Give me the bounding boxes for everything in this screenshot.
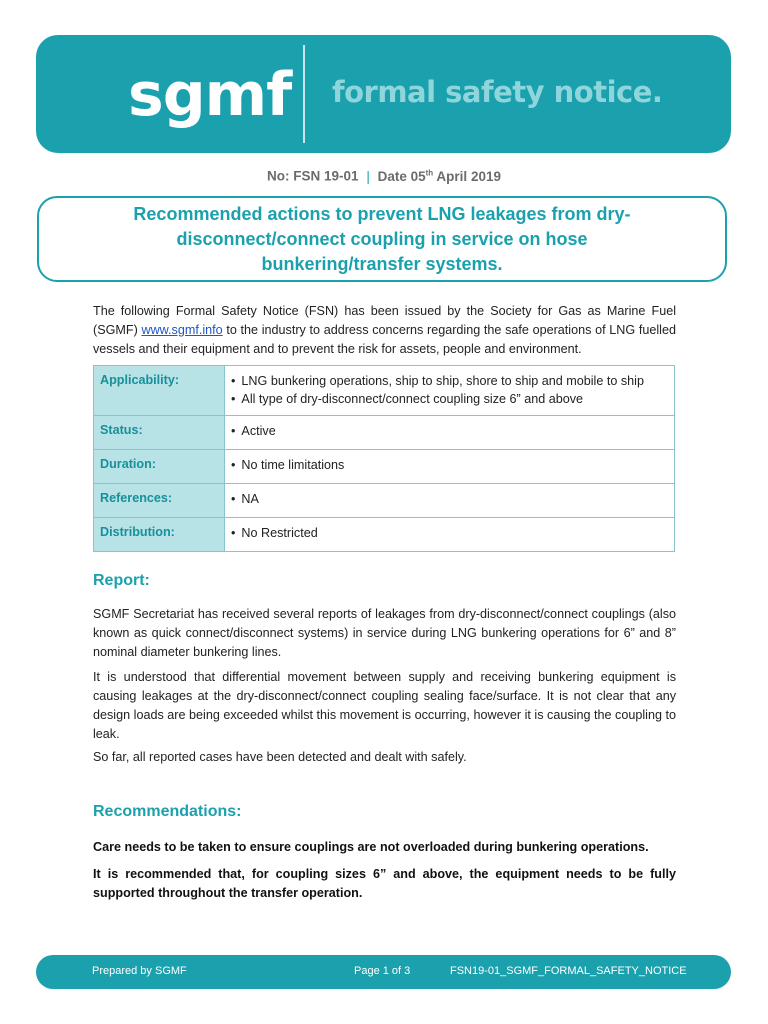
date-prefix: Date 05 <box>377 168 426 184</box>
footer-page-number: Page 1 of 3 <box>354 965 411 977</box>
references-label: References: <box>94 484 225 518</box>
intro-text-start: The following Formal Safety Notice (FSN) has been issued by the Society for Gas as Marine Fuel (SGMF) <box>93 304 676 337</box>
references-value <box>225 484 675 518</box>
table-row-applicability <box>94 366 675 416</box>
report-paragraph: It is understood that differential movement between supply and receiving bunkering equipment is causing leakages at the dry-disconnect/connect coupling sealing face/surface. It is not clear that any design loads are being exceeded whilst this movement is occurring, however it is causing the coupling to leak. <box>93 670 676 741</box>
notice-title-box <box>37 196 727 282</box>
applicability-label: Applicability: <box>94 366 225 416</box>
duration-value <box>225 450 675 484</box>
sgmf-website-link[interactable]: www.sgmf.info <box>141 323 223 337</box>
applicability-value <box>225 366 675 416</box>
status-value <box>225 416 675 450</box>
recommendations-heading: Recommendations: <box>93 803 242 820</box>
table-row-status <box>94 416 675 450</box>
sgmf-logo: sgmf <box>128 60 292 130</box>
duration-item: • No time limitations <box>231 456 668 474</box>
page-footer <box>36 955 731 989</box>
intro-paragraph <box>93 302 676 359</box>
footer-document-id: FSN19-01_SGMF_FORMAL_SAFETY_NOTICE <box>450 965 687 977</box>
report-paragraph: SGMF Secretariat has received several reports of leakages from dry-disconnect/connect couplings (also known as quick connect/disconnect systems) in service during LNG bunkering operations for 6” and 8” nominal diameter bunkering lines. <box>93 607 676 659</box>
table-row-distribution <box>94 518 675 552</box>
header-title: formal safety notice. <box>332 75 663 109</box>
recommendation-paragraph: It is recommended that, for coupling sizes 6” and above, the equipment needs to be fully supported throughout the transfer operation. <box>93 867 676 900</box>
footer-prepared-by: Prepared by SGMF <box>92 965 187 977</box>
meta-separator: | <box>366 168 370 184</box>
applicability-item: • LNG bunkering operations, ship to ship, shore to ship and mobile to ship <box>231 372 668 390</box>
duration-label: Duration: <box>94 450 225 484</box>
status-item: • Active <box>231 422 668 440</box>
table-row-references <box>94 484 675 518</box>
header-banner <box>36 35 731 153</box>
recommendation-paragraph: Care needs to be taken to ensure couplings are not overloaded during bunkering operations. <box>93 840 649 854</box>
table-row-duration <box>94 450 675 484</box>
notice-info-table <box>93 365 675 552</box>
distribution-label: Distribution: <box>94 518 225 552</box>
report-heading: Report: <box>93 572 150 589</box>
header-divider <box>303 45 305 143</box>
distribution-value <box>225 518 675 552</box>
applicability-item: • All type of dry-disconnect/connect coupling size 6” and above <box>231 390 668 408</box>
notice-date <box>378 169 501 184</box>
report-paragraph: So far, all reported cases have been detected and dealt with safely. <box>93 750 467 764</box>
date-suffix-ordinal: th <box>425 168 434 177</box>
notice-meta <box>0 168 768 184</box>
references-item: • NA <box>231 490 668 508</box>
intro-text-end: to the industry to address concerns regarding the safe operations of LNG fuelled vessels and their equipment and to prevent the risk for assets, people and environment. <box>93 323 676 356</box>
date-month-year: April 2019 <box>433 168 501 184</box>
distribution-item: • No Restricted <box>231 524 668 542</box>
status-label: Status: <box>94 416 225 450</box>
notice-number: No: FSN 19-01 <box>267 168 359 184</box>
notice-title: Recommended actions to prevent LNG leakages from dry-disconnect/connect coupling in service on hose bunkering/transfer systems. <box>133 203 631 274</box>
